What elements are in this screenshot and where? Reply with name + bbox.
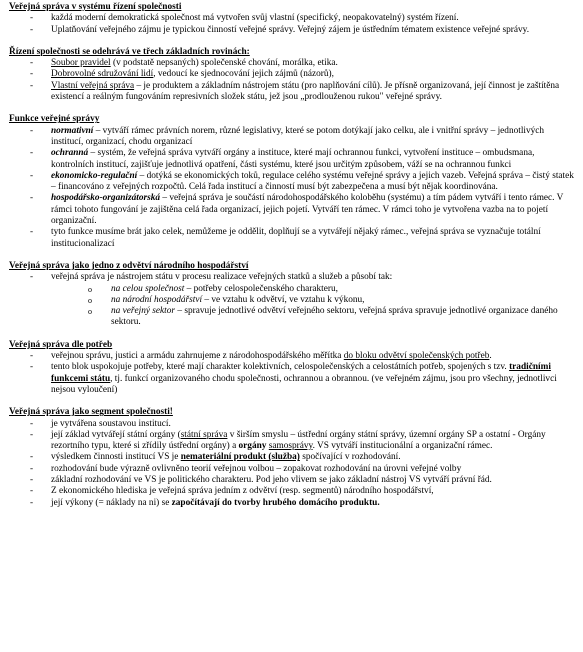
text-run: její výkony (= náklady na ni) se xyxy=(51,497,172,508)
text-run: Z ekonomického hlediska je veřejná správa jedním z odvětví (resp. segmentů) národního hospodářství, xyxy=(51,486,434,497)
text-run: na národní hospodářství xyxy=(111,294,203,305)
bullet-marker: o xyxy=(88,307,92,317)
text-run: její základ vytvářejí státní orgány ( xyxy=(51,429,181,440)
text-run: do bloku odvětví společenských potřeb xyxy=(343,351,490,362)
list-item xyxy=(9,272,575,283)
bullet-marker: - xyxy=(30,497,34,508)
text-run: Dobrovolné sdružování lidí xyxy=(51,69,154,80)
bullet-marker: - xyxy=(30,148,34,159)
bullet-marker: - xyxy=(30,362,34,373)
text-run: je vytvářena soustavou institucí. xyxy=(51,418,171,429)
text-run: tradičními funkcemi státu xyxy=(51,362,551,384)
section xyxy=(9,407,575,509)
bullet-marker: - xyxy=(30,24,34,35)
text-run: – je produktem a základním nástrojem státu (pro naplňování cílů). Je přísně organizovaná, její činnost je zaštítěna existencí a reálným fungováním represivních složek státu, jež jsou „prodlouženou rukou" veřejné správy. xyxy=(51,80,560,103)
bullet-list xyxy=(9,126,575,250)
bullet-marker: - xyxy=(30,69,34,80)
sub-list-item xyxy=(9,295,575,306)
text-run: rozhodování bude výrazně ovlivněno teorií veřejnou volbou – zopakovat rozhodování na úrovni veřejné volby xyxy=(51,463,462,474)
list-item xyxy=(9,148,575,171)
list-item xyxy=(9,227,575,250)
text-run: nemateriální produkt (služba) xyxy=(180,452,300,463)
text-run: ochranná xyxy=(51,148,89,159)
bullet-marker: - xyxy=(30,80,34,91)
text-run: – ve vztahu k odvětví, ve vztahu k výkonu, xyxy=(202,294,365,305)
bullet-list xyxy=(9,13,575,36)
list-item xyxy=(9,430,575,453)
text-run: – systém, že veřejná správa vytváří orgány a instituce, které mají ochrannou funkci, vytvoření instituce – ombudsmana, kontrolních institucí, zajišťuje jednotlivá opatření, části systému, které jsou určitým způsobem, váží se na ochrannou funkci xyxy=(51,148,535,170)
text-run: každá moderní demokratická společnost má vytvořen svůj vlastní (specifický, neopakovatelný) systém řízení. xyxy=(51,13,459,24)
bullet-list xyxy=(9,58,575,103)
list-item xyxy=(9,25,575,36)
text-run: samosprávy xyxy=(268,441,313,452)
text-run: orgány xyxy=(238,441,267,452)
list-item xyxy=(9,13,575,24)
list-item xyxy=(9,193,575,227)
section-heading: Veřejná správa jako jedno z odvětví národního hospodářství xyxy=(9,260,249,271)
section xyxy=(9,2,575,36)
bullet-marker: - xyxy=(30,351,34,362)
text-run: Uplatňování veřejného zájmu je typickou činností veřejné správy. Veřejný zájem je ústředním tématem existence veřejné správy. xyxy=(51,24,530,35)
text-run: započítávají do tvorby hrubého domácího produktu. xyxy=(171,497,380,508)
text-run: (v podstatě nepsaných) společenské chování, morálka, etika. xyxy=(110,58,338,69)
list-item xyxy=(9,81,575,104)
text-run: v širším smyslu – ústřední orgány státní správy, územní orgány SP a ostatní - Orgány rezortního typu, které si zřídily ústřední orgány) a xyxy=(51,429,546,452)
bullet-marker: - xyxy=(30,474,34,485)
list-item xyxy=(9,498,575,509)
bullet-marker: - xyxy=(30,170,34,181)
list-item xyxy=(9,475,575,486)
text-run: normativní xyxy=(51,125,94,136)
section-heading: Veřejná správa dle potřeb xyxy=(9,339,113,350)
text-run: na veřejný sektor xyxy=(111,306,176,317)
bullet-list xyxy=(9,351,575,396)
text-run: na celou společnost xyxy=(111,283,185,294)
document-page xyxy=(9,2,575,520)
bullet-marker: - xyxy=(30,486,34,497)
text-run: Soubor pravidel xyxy=(51,58,111,69)
bullet-marker: - xyxy=(30,227,34,238)
bullet-list xyxy=(9,272,575,328)
section xyxy=(9,261,575,329)
section-heading: Veřejná správa jako segment společnosti! xyxy=(9,407,173,418)
bullet-marker: - xyxy=(30,463,34,474)
list-item xyxy=(9,486,575,497)
text-run: základní rozhodování ve VS je politického charakteru. Pod jeho vlivem se jako základní nástroj VS vytváří právní řád. xyxy=(51,474,492,485)
text-run: . xyxy=(489,351,492,362)
text-run: – dotýká se ekonomických toků, regulace celého systému veřejné správy a jejich vazeb. Veřejná správa – čistý statek – financováno z veřejných rozpočtů. Celá řada institucí a činností musí být zabezpečena a musí být nějak koordinována. xyxy=(51,170,574,193)
section-heading: Funkce veřejné správy xyxy=(9,114,100,125)
bullet-marker: - xyxy=(30,125,34,136)
bullet-marker: - xyxy=(30,193,34,204)
text-run: spočívající v rozhodování. xyxy=(299,452,401,463)
text-run: tyto funkce musíme brát jako celek, nemůžeme je oddělit, doplňují se a vytvářejí nějaký rámec., veřejná správa se vyznačuje totální institucionalizací xyxy=(51,227,541,249)
list-item xyxy=(9,464,575,475)
sub-list-item xyxy=(9,284,575,295)
text-run: , tj. funkcí organizovaného chodu společnosti, ochrannou a obrannou. (ve veřejném zájmu, jsou pro všechny, jednotlivci nejsou vyloučení) xyxy=(51,373,557,395)
text-run: veřejná správa je nástrojem státu v procesu realizace veřejných statků a služeb a působí tak: xyxy=(51,272,393,283)
text-run: . VS vytváří institucionální a organizační rámec. xyxy=(312,441,493,452)
section xyxy=(9,114,575,250)
bullet-marker: - xyxy=(30,272,34,283)
text-run: Vlastní veřejná správa xyxy=(51,80,135,91)
list-item xyxy=(9,126,575,149)
text-run: veřejnou správu, justici a armádu zahrnujeme z národohospodářského měřítka xyxy=(51,351,344,362)
bullet-marker: o xyxy=(88,284,92,294)
text-run: – veřejná správa je součástí národohospodářského koloběhu (systému) a tím pádem vytváří i tento rámec. V rámci tohoto fungování je zajištěna celá řada organizací, jejich pojetí. Vytváří ten rámec. V rámci toho je vytvořena vazba na to pojetí organizační. xyxy=(51,193,564,227)
text-run: tento blok uspokojuje potřeby, které mají charakter kolektivních, celospolečenských a celostátních potřeb, spojených s tzv. xyxy=(51,362,510,373)
list-item xyxy=(9,419,575,430)
text-run: výsledkem činnosti institucí VS je xyxy=(51,452,181,463)
text-run: hospodářsko-organizátorská xyxy=(51,193,161,204)
text-run: – spravuje jednotlivé odvětví veřejného sektoru, veřejná správa spravuje jednotlivé organizace daného sektoru. xyxy=(111,306,558,328)
bullet-marker: o xyxy=(88,295,92,305)
section-heading: Řízení společnosti se odehrává ve třech základních rovinách: xyxy=(9,46,250,57)
list-item xyxy=(9,362,575,396)
list-item xyxy=(9,69,575,80)
bullet-list xyxy=(9,419,575,509)
section xyxy=(9,340,575,396)
section-heading: Veřejná správa v systému řízení společnosti xyxy=(9,2,182,12)
section xyxy=(9,47,575,103)
bullet-marker: - xyxy=(30,58,34,69)
text-run: státní správa xyxy=(180,429,228,440)
text-run: – potřeby celospolečenského charakteru, xyxy=(184,283,338,294)
bullet-marker: - xyxy=(30,452,34,463)
bullet-marker: - xyxy=(30,13,34,24)
bullet-marker: - xyxy=(30,418,34,429)
list-item xyxy=(9,351,575,362)
text-run: ekonomicko-regulační xyxy=(51,170,138,181)
bullet-marker: - xyxy=(30,429,34,440)
text-run: , vedoucí ke sjednocování jejich zájmů (názorů), xyxy=(153,69,334,80)
list-item xyxy=(9,171,575,194)
sub-list-item xyxy=(9,306,575,329)
text-run: – vytváří rámec právních norem, různé legislativy, které se potom dotýkají jako celku, ale i vnitřní správy – jednotlivých institucí, organizací, chodu organizací xyxy=(51,125,545,147)
list-item xyxy=(9,452,575,463)
list-item xyxy=(9,58,575,69)
